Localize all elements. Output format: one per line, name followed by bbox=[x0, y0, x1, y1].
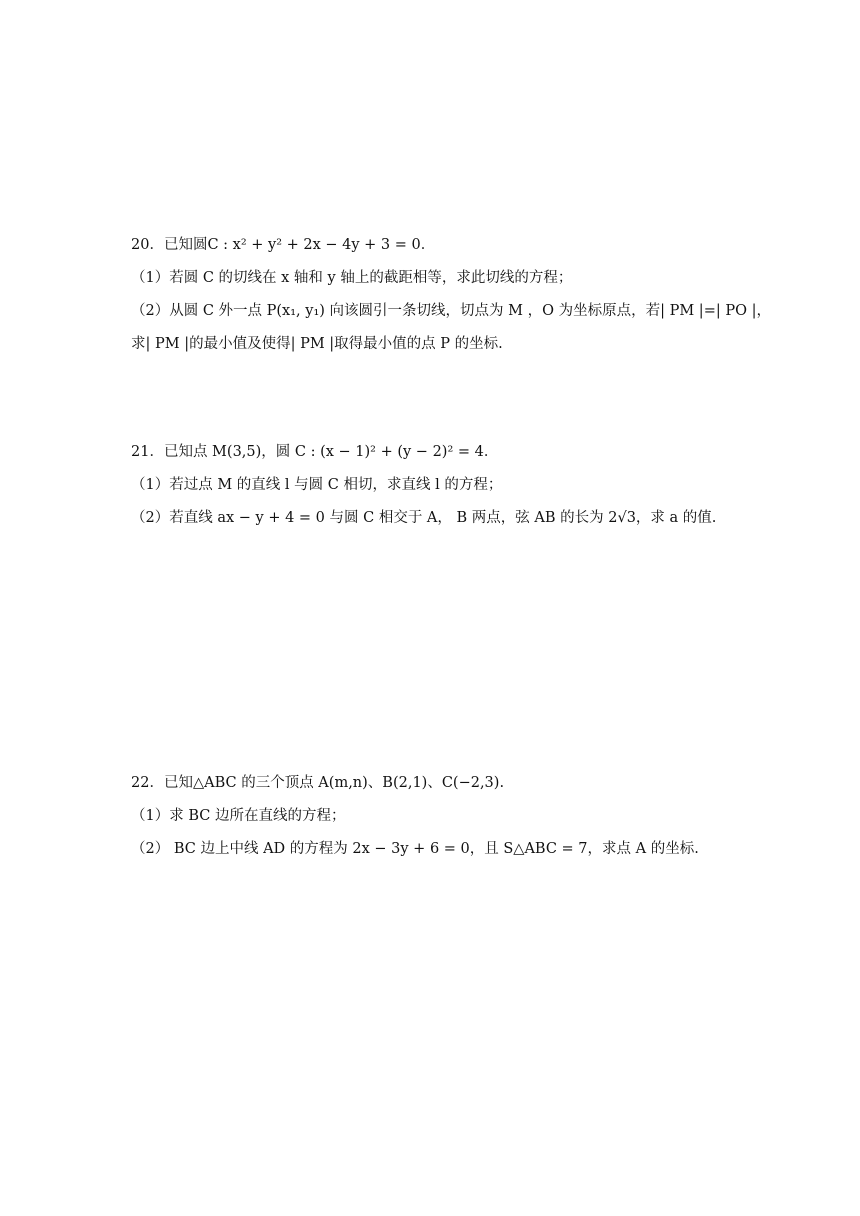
problem-22-statement: 22．已知△ABC 的三个顶点 A(m,n)、B(2,1)、C(−2,3). bbox=[131, 775, 505, 791]
problem-20-statement: 20．已知圆C : x² + y² + 2x − 4y + 3 = 0． bbox=[131, 237, 436, 253]
problem-20-part-1: （1）若圆 C 的切线在 x 轴和 y 轴上的截距相等，求此切线的方程； bbox=[131, 270, 573, 286]
problem-22-part-1: （1）求 BC 边所在直线的方程； bbox=[131, 808, 346, 824]
problem-20-part-2-continued: 求| PM |的最小值及使得| PM |取得最小值的点 P 的坐标. bbox=[131, 336, 503, 352]
problem-22-part-2: （2） BC 边上中线 AD 的方程为 2x − 3y + 6 = 0，且 S△ABC = 7，求点 A 的坐标. bbox=[131, 841, 699, 857]
problem-21 bbox=[131, 436, 751, 535]
problem-21-part-2: （2）若直线 ax − y + 4 = 0 与圆 C 相交于 A， B 两点，弦 AB 的长为 2√3，求 a 的值. bbox=[131, 510, 717, 526]
problem-20-part-2: （2）从圆 C 外一点 P(x₁, y₁) 向该圆引一条切线，切点为 M ，O 为坐标原点，若| PM |=| PO |， bbox=[131, 303, 771, 319]
problem-20 bbox=[131, 229, 771, 361]
problem-21-part-1: （1）若过点 M 的直线 l 与圆 C 相切，求直线 l 的方程； bbox=[131, 477, 503, 493]
problem-22 bbox=[131, 767, 751, 866]
problem-21-statement: 21．已知点 M(3,5)，圆 C : (x − 1)² + (y − 2)² = 4． bbox=[131, 444, 499, 460]
